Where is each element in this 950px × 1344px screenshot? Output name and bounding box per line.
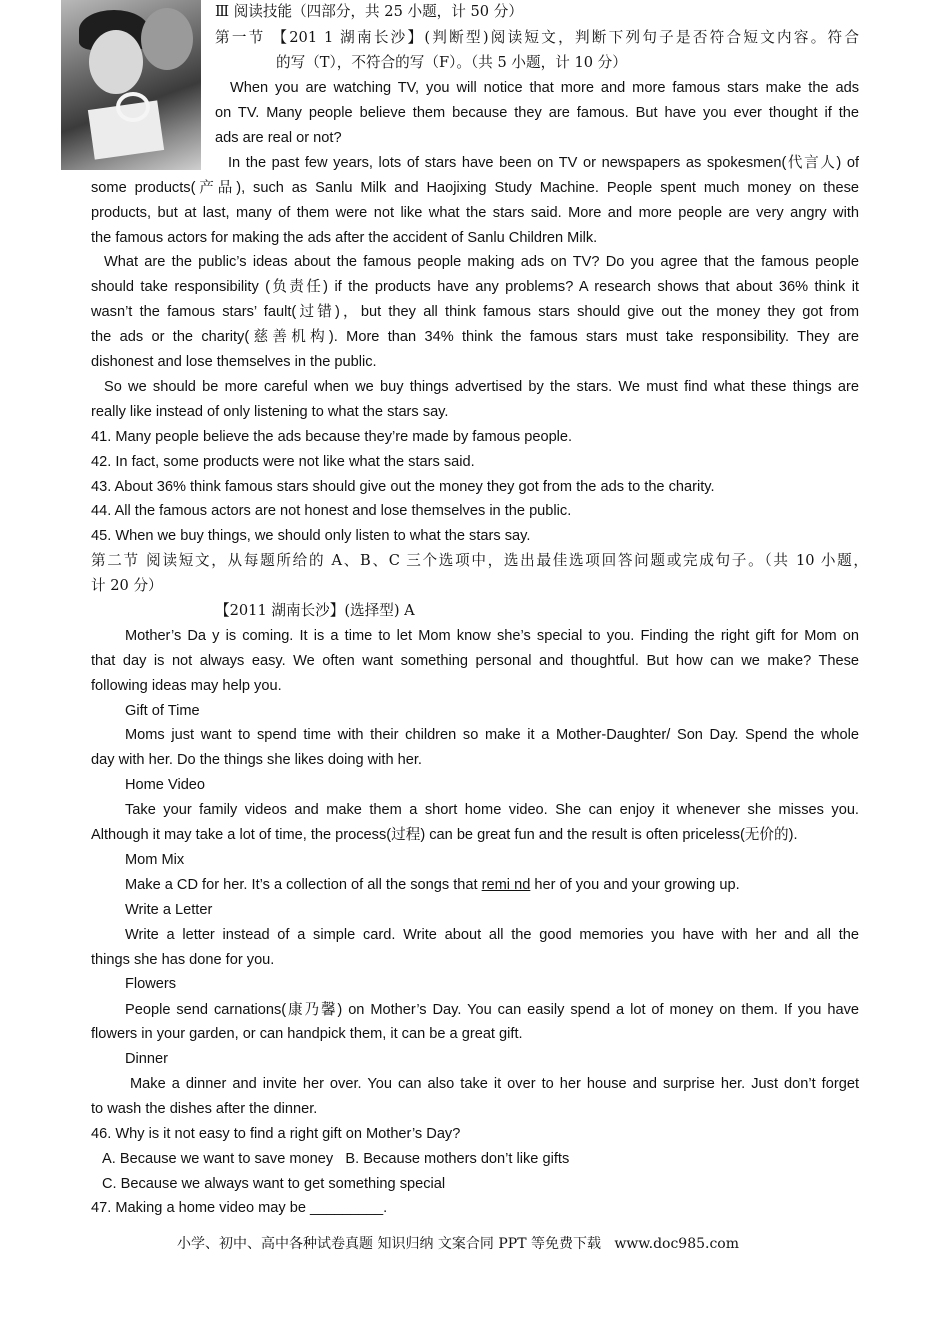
question-46-option-c: C. Because we always want to get something special — [102, 1176, 446, 1192]
home-video-heading: Home Video — [125, 777, 206, 793]
dinner-heading: Dinner — [125, 1051, 168, 1067]
page-footer: 小学、初中、高中各种试卷真题 知识归纳 文案合同 PPT 等免费下载 www.doc985.com — [177, 1236, 740, 1252]
write-letter-line: Write a letter instead of a simple card. Write about all the good memories you have with her and all the — [125, 927, 859, 943]
passage-line: some products(产品), such as Sanlu Milk and Haojixing Study Machine. People spent much money on these — [91, 180, 859, 196]
passage-line: should take responsibility (负责任) if the products have any problems? A research shows that about 36% think it — [91, 279, 859, 295]
mom-mix-underlined-word: remi nd — [481, 877, 531, 893]
gift-of-time-line: day with her. Do the things she likes doing with her. — [91, 752, 422, 768]
gift-of-time-heading: Gift of Time — [125, 703, 200, 719]
question-41: 41. Many people believe the ads because they’re made by famous people. — [91, 429, 573, 445]
passage-line: ads are real or not? — [215, 130, 342, 146]
part2-title-line2: 计 20 分） — [91, 577, 163, 594]
question-43: 43. About 36% think famous stars should give out the money they got from the ads to the charity. — [91, 479, 715, 495]
flowers-line: People send carnations(康乃馨) on Mother’s Day. You can easily spend a lot of money on them. If you have — [125, 1002, 859, 1018]
question-45: 45. When we buy things, we should only listen to what the stars say. — [91, 528, 531, 544]
question-47: 47. Making a home video may be _________. — [91, 1200, 388, 1216]
mom-mix-line — [125, 875, 740, 895]
passage-line: products, but at last, many of them were not like what the stars said. More and more people are very angry with — [91, 205, 859, 221]
passage-line: So we should be more careful when we buy things advertised by the stars. We must find what these things are — [104, 379, 859, 395]
home-video-line: Take your family videos and make them a short home video. She can enjoy it whenever she misses you. — [125, 802, 859, 818]
question-46: 46. Why is it not easy to find a right gift on Mother’s Day? — [91, 1126, 461, 1142]
intro-line: that day is not always easy. We often want something personal and thoughtful. But how can we make? These — [91, 653, 859, 669]
question-46-options-ab: A. Because we want to save money B. Because mothers don’t like gifts — [102, 1151, 570, 1167]
section-header: Ⅲ 阅读技能（四部分，共 25 小题，计 50 分） — [215, 3, 523, 20]
mom-mix-heading: Mom Mix — [125, 852, 185, 868]
part2-title-line1: 第二节 阅读短文，从每题所给的 A、B、C 三个选项中，选出最佳选项回答问题或完成句子。（共 10 小题， — [91, 552, 868, 569]
gift-of-time-line: Moms just want to spend time with their children so make it a Mother-Daughter/ Son Day. Spend the whole — [125, 727, 859, 743]
passage-line: dishonest and lose themselves in the public. — [91, 354, 377, 370]
home-video-line: Although it may take a lot of time, the process(过程) can be great fun and the result is often priceless(无价的). — [91, 827, 798, 843]
mom-mix-text-after: her of you and your growing up. — [530, 877, 740, 893]
mom-mix-text-before: Make a CD for her. It’s a collection of all the songs that — [125, 877, 482, 893]
intro-line: following ideas may help you. — [91, 678, 282, 694]
passage-line: on TV. Many people believe them because they are famous. But have you ever thought if the — [215, 105, 859, 121]
flowers-heading: Flowers — [125, 976, 177, 992]
question-44: 44. All the famous actors are not honest and lose themselves in the public. — [91, 503, 572, 519]
passage-line: What are the public’s ideas about the famous people making ads on TV? Do you agree that the famous people — [104, 254, 859, 270]
passage-line: wasn’t the famous stars’ fault(过错)，but they all think famous stars should give out the money they got from — [91, 304, 859, 320]
write-letter-line: things she has done for you. — [91, 952, 275, 968]
passage-line: In the past few years, lots of stars have been on TV or newspapers as spokesmen(代言人) of — [228, 155, 859, 171]
flowers-line: flowers in your garden, or can handpick them, it can be a great gift. — [91, 1026, 523, 1042]
dinner-line: to wash the dishes after the dinner. — [91, 1101, 318, 1117]
passage-line: When you are watching TV, you will notice that more and more famous stars make the ads — [230, 80, 859, 96]
part1-title-line1: 第一节 【201 1 湖南长沙】(判断型)阅读短文，判断下列句子是否符合短文内容。符合 — [215, 29, 859, 46]
mother-child-photo — [61, 0, 201, 170]
question-42: 42. In fact, some products were not like what the stars said. — [91, 454, 475, 470]
passage-line: really like instead of only listening to what the stars say. — [91, 404, 449, 420]
passage-line: the famous actors for making the ads after the accident of Sanlu Children Milk. — [91, 230, 598, 246]
write-letter-heading: Write a Letter — [125, 902, 213, 918]
intro-line: Mother’s Da y is coming. It is a time to let Mom know she’s special to you. Finding the right gift for Mom on — [125, 628, 859, 644]
dinner-line: Make a dinner and invite her over. You can also take it over to her house and surprise her. Just don’t forget — [130, 1076, 859, 1092]
passage-line: the ads or the charity(慈善机构). More than 34% think the famous stars must take responsibility. They are — [91, 329, 859, 345]
part1-title-line2: 的写（T），不符合的写（F）。（共 5 小题，计 10 分） — [276, 54, 627, 71]
part2-subheading: 【2011 湖南长沙】(选择型) A — [215, 602, 415, 619]
